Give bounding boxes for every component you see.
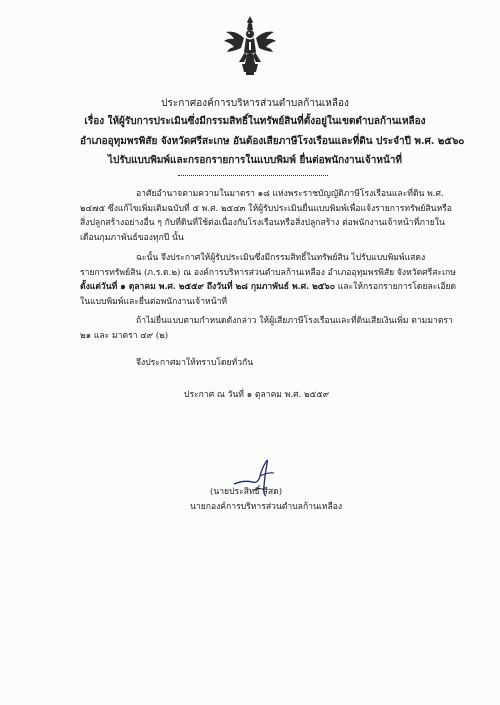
- filing-period-tail: และให้กรอกรายการโดยละเอียด: [334, 282, 457, 293]
- announcement-date: ประกาศ ณ วันที่ ๑ ตุลาคม พ.ศ. ๒๕๕๙: [184, 390, 329, 400]
- paragraph-2-line: ในแบบพิมพ์และยื่นต่อพนักงานเจ้าหน้าที่: [80, 296, 228, 307]
- paragraph-3: [80, 314, 453, 343]
- paragraph-1-line: ๒๔๗๕ ซึ่งแก้ไขเพิ่มเติมฉบับที่ ๕ พ.ศ. ๒๕๔๓ ให้ผู้รับประเมินยื่นแบบพิมพ์เพื่อแจ้งรายการทรัพย์สินหรือ: [80, 203, 452, 214]
- filing-period: ตั้งแต่วันที่ ๑ ตุลาคม พ.ศ. ๒๕๕๙ ถึงวันที่ ๒๘ กุมภาพันธ์ พ.ศ. ๒๕๖๐: [80, 282, 335, 293]
- signatory-title: นายกองค์การบริหารส่วนตำบลก้านเหลือง: [190, 502, 343, 512]
- garuda-emblem-icon: [222, 14, 278, 76]
- paragraph-1-line: สิ่งปลูกสร้างอย่างอื่น ๆ กับที่ดินที่ใช้ต่อเนื่องกับโรงเรือนหรือสิ่งปลูกสร้าง ต่อพนักงานเจ้าหน้าที่ภายใน: [80, 218, 445, 229]
- subject-line-3: ไปรับแบบพิมพ์และกรอกรายการในแบบพิมพ์ ยื่นต่อพนักงานเจ้าหน้าที่: [108, 155, 402, 166]
- announcement-closing: จึงประกาศมาให้ทราบโดยทั่วกัน: [136, 358, 254, 368]
- dotted-separator: [178, 175, 328, 176]
- paragraph-3-line: ๒๑ และ มาตรา ๔๙ (๒): [80, 330, 169, 341]
- paragraph-2: [80, 251, 457, 309]
- paragraph-1: [80, 187, 452, 245]
- paragraph-1-line: เดือนกุมภาพันธ์ของทุกปี นั้น: [80, 232, 184, 243]
- org-heading: ประกาศองค์การบริหารส่วนตำบลก้านเหลือง: [161, 98, 349, 109]
- subject-line-2: อำเภออุทุมพรพิสัย จังหวัดศรีสะเกษ อันต้องเสียภาษีโรงเรือนและที่ดิน ประจำปี พ.ศ. ๒๕๖๐: [80, 136, 465, 147]
- paragraph-2-line: [80, 280, 457, 295]
- subject-line-1: เรื่อง ให้ผู้รับการประเมินซึ่งมีกรรมสิทธิ์ในทรัพย์สินที่ตั้งอยู่ในเขตตำบลก้านเหลือง: [84, 116, 426, 127]
- paragraph-3-line: ถ้าไม่ยื่นแบบตามกำหนดดังกล่าว ให้ผู้เสียภาษีโรงเรือนและที่ดินเสียเงินเพิ่ม ตามมาตรา: [136, 316, 453, 326]
- signatory-name: (นายประสิทธิ์ สีสด): [210, 487, 283, 497]
- paragraph-1-line: อาศัยอำนาจตามความในมาตรา ๑๘ แห่งพระราชบัญญัติภาษีโรงเรือนและที่ดิน พ.ศ.: [136, 189, 444, 199]
- paragraph-2-line: ฉะนั้น จึงประกาศให้ผู้รับประเมินซึ่งมีกรรมสิทธิ์ในทรัพย์สิน ไปรับแบบพิมพ์แสดง: [136, 253, 426, 263]
- paragraph-2-line: รายการทรัพย์สิน (ภ.ร.ด.๒) ณ องค์การบริหารส่วนตำบลก้านเหลือง อำเภออุทุมพรพิสัย จังหวัดศรีสะเกษ: [80, 267, 456, 278]
